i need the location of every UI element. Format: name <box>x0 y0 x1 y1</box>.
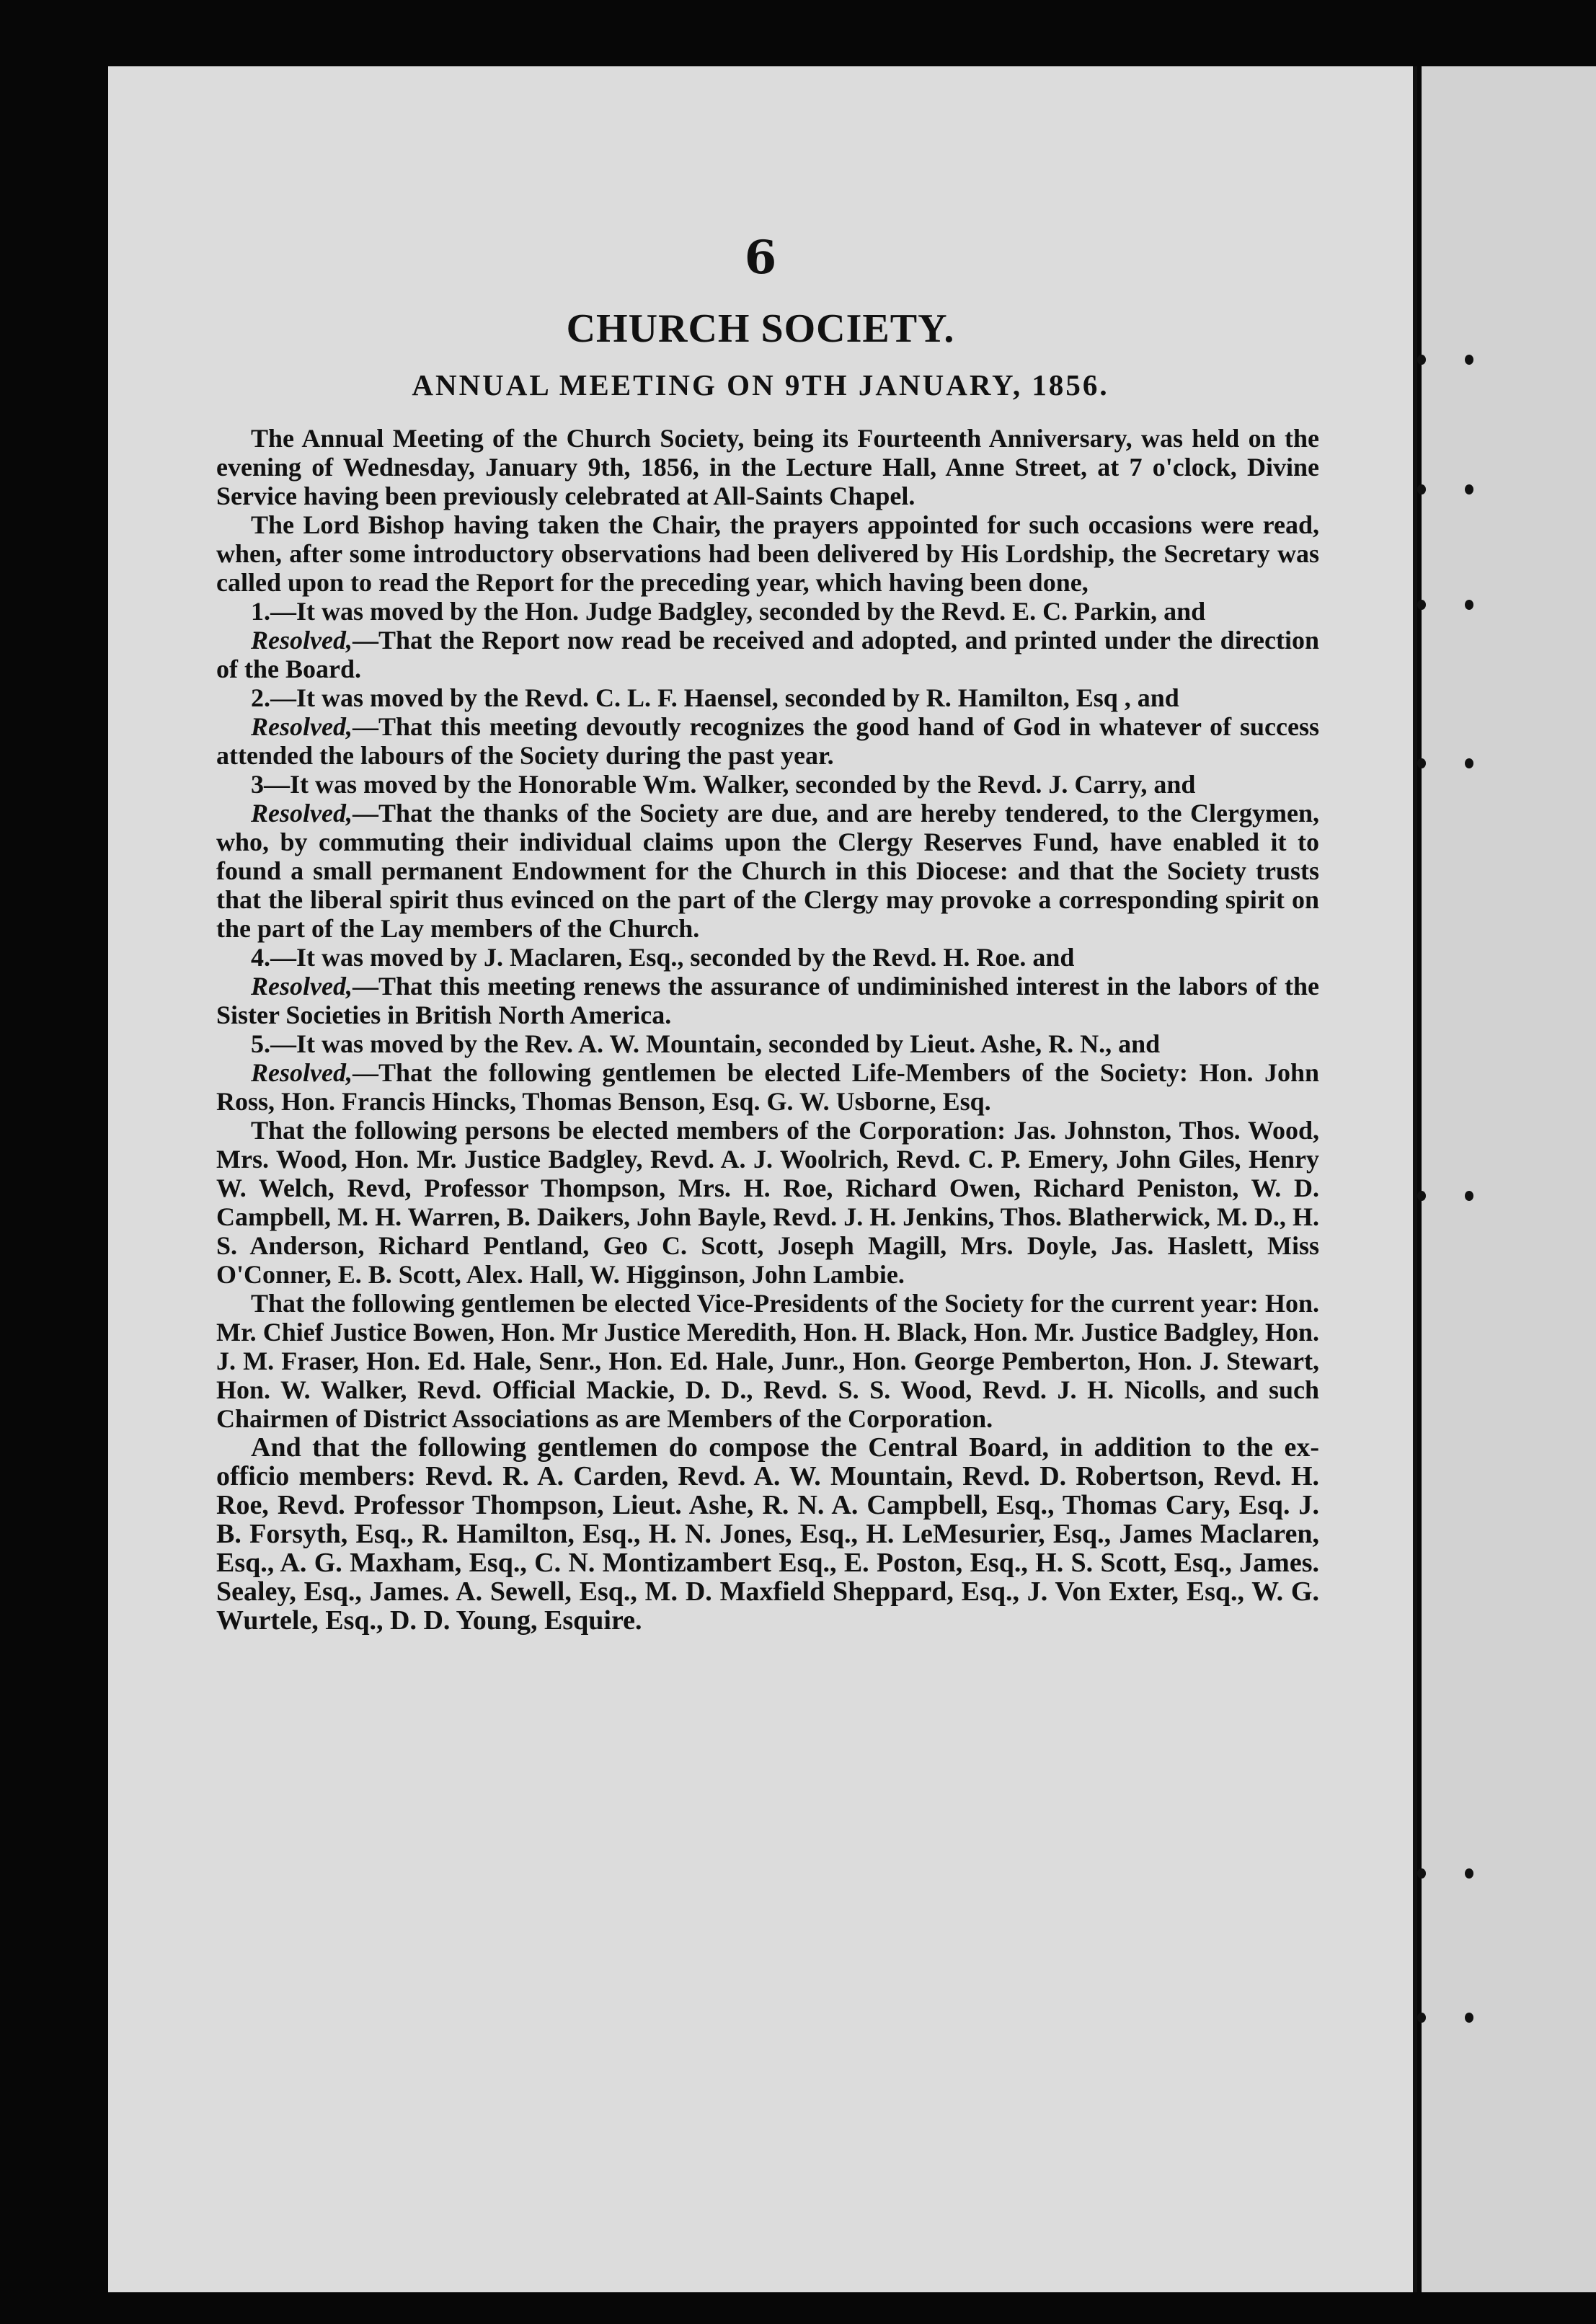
ink-bleed-mark <box>1417 1868 1426 1879</box>
ink-bleed-mark <box>1465 758 1473 768</box>
ink-bleed-mark <box>1417 484 1426 494</box>
ink-bleed-mark <box>1465 2013 1473 2023</box>
central-board: And that the following gentlemen do compose the Central Board, in addition to the ex-officio members: Revd. R. A. Carden, Revd. A. W. Mountain, Revd. D. Robertson, Revd. H. Roe, Revd. Professor Thompson, Lieut. Ashe, R. N. A. Campbell, Esq., Thomas Cary, Esq. J. B. Forsyth, Esq., R. Hamilton, Esq., H. N. Jones, Esq., H. LeMesurier, Esq., James Maclaren, Esq., A. G. Maxham, Esq., C. N. Montizambert Esq., E. Poston, Esq., H. S. Scott, Esq., James. Sealey, Esq., James. A. Sewell, Esq., M. D. Maxfield Sheppard, Esq., J. Von Exter, Esq., W. G. Wurtele, Esq., D. D. Young, Esquire. <box>216 1432 1319 1636</box>
ink-bleed-mark <box>1417 2013 1426 2023</box>
paragraph-intro: The Annual Meeting of the Church Society, being its Fourteenth Anniversary, was held on the evening of Wednesday, January 9th, 1856, in the Lecture Hall, Anne Street, at 7 o'clock, Divine Service having been previously celebrated at All-Saints Chapel. <box>216 424 1319 510</box>
motion-1: 1.—It was moved by the Hon. Judge Badgley, seconded by the Revd. E. C. Parkin, and <box>251 597 1206 626</box>
resolved-label: Resolved, <box>251 972 353 1001</box>
vice-presidents: That the following gentlemen be elected Vice-Presidents of the Society for the current year: Hon. Mr. Chief Justice Bowen, Hon. Mr Justice Meredith, Hon. H. Black, Hon. Mr. Justice Badgley, Hon. J. M. Fraser, Hon. Ed. Hale, Senr., Hon. Ed. Hale, Junr., Hon. George Pemberton, Hon. J. Stewart, Hon. W. Walker, Revd. Official Mackie, D. D., Revd. S. S. Wood, Revd. J. H. Nicolls, and such Chairmen of District Associations as are Members of the Corporation. <box>216 1289 1319 1433</box>
document-body <box>216 424 1319 1635</box>
motion-5: 5.—It was moved by the Rev. A. W. Mountain, seconded by Lieut. Ashe, R. N., and <box>251 1029 1161 1058</box>
resolved-label: Resolved, <box>251 712 353 741</box>
motion-2: 2.—It was moved by the Revd. C. L. F. Haensel, seconded by R. Hamilton, Esq , and <box>251 683 1179 712</box>
resolved-label: Resolved, <box>251 626 353 655</box>
ink-bleed-mark <box>1417 355 1426 365</box>
ink-bleed-mark <box>1465 355 1473 365</box>
ink-bleed-mark <box>1417 600 1426 610</box>
resolution-1 <box>216 626 1319 683</box>
resolution-text: —That this meeting devoutly recognizes the good hand of God in whatever of success attended the labours of the Society during the past year. <box>216 712 1319 770</box>
ink-bleed-mark <box>1417 758 1426 768</box>
resolution-text: —That the thanks of the Society are due, and are hereby tendered, to the Clergymen, who, by commuting their individual claims upon the Clergy Reserves Fund, have enabled it to found a small permanent Endowment for the Church in this Diocese: and that the Society trusts that the liberal spirit thus evinced on the part of the Clergy may provoke a corresponding spirit on the part of the Lay members of the Church. <box>216 799 1319 943</box>
ink-bleed-mark <box>1465 1868 1473 1879</box>
ink-bleed-mark <box>1465 484 1473 494</box>
resolved-label: Resolved, <box>251 1058 353 1087</box>
paragraph-chair: The Lord Bishop having taken the Chair, the prayers appointed for such occasions were read, when, after some introductory observations had been delivered by His Lordship, the Secretary was called upon to read the Report for the preceding year, which having been done, <box>216 510 1319 597</box>
ink-bleed-mark <box>1465 1191 1473 1201</box>
motion-4: 4.—It was moved by J. Maclaren, Esq., seconded by the Revd. H. Roe. and <box>251 943 1075 972</box>
resolution-text: —That this meeting renews the assurance of undiminished interest in the labors of the Sister Societies in British North America. <box>216 972 1319 1029</box>
ink-bleed-mark <box>1417 1191 1426 1201</box>
ink-bleed-mark <box>1465 600 1473 610</box>
resolution-text: —That the following gentlemen be elected Life-Members of the Society: Hon. John Ross, Hon. Francis Hincks, Thomas Benson, Esq. G. W. Usborne, Esq. <box>216 1058 1319 1116</box>
resolution-3 <box>216 799 1319 943</box>
adjacent-page-edge <box>1422 66 1596 2292</box>
resolution-2 <box>216 712 1319 770</box>
meeting-heading: ANNUAL MEETING ON 9TH JANUARY, 1856. <box>412 368 1109 402</box>
resolved-label: Resolved, <box>251 799 353 828</box>
resolution-4 <box>216 972 1319 1029</box>
motion-3: 3—It was moved by the Honorable Wm. Walker, seconded by the Revd. J. Carry, and <box>251 770 1196 799</box>
page-number: 6 <box>744 231 777 285</box>
page-title: CHURCH SOCIETY. <box>566 306 955 351</box>
corporation-members: That the following persons be elected members of the Corporation: Jas. Johnston, Thos. Wood, Mrs. Wood, Hon. Mr. Justice Badgley, Revd. A. J. Woolrich, Revd. C. P. Emery, John Giles, Henry W. Welch, Revd, Professor Thompson, Mrs. H. Roe, Richard Owen, Richard Peniston, W. D. Campbell, M. H. Warren, B. Daikers, John Bayle, Revd. J. H. Jenkins, Thos. Blatherwick, M. D., H. S. Anderson, Richard Pentland, Geo C. Scott, Joseph Magill, Mrs. Doyle, Jas. Haslett, Miss O'Conner, E. B. Scott, Alex. Hall, W. Higginson, John Lambie. <box>216 1116 1319 1289</box>
resolution-text: —That the Report now read be received and adopted, and printed under the direction of the Board. <box>216 626 1319 683</box>
resolution-5 <box>216 1058 1319 1116</box>
document-page <box>108 66 1417 2292</box>
